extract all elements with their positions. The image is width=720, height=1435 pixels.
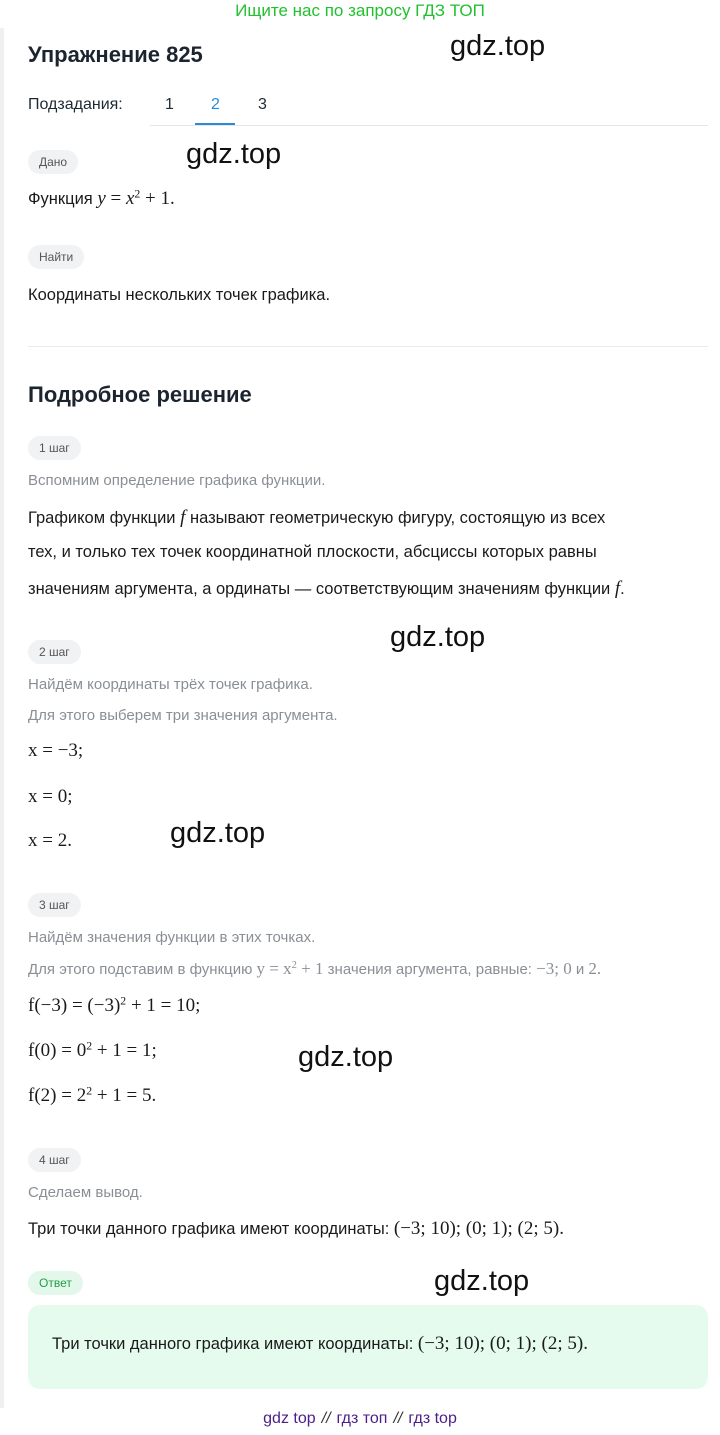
given-math-exp: 2 <box>134 187 141 201</box>
footer <box>0 1410 720 1428</box>
step3-pill: 3 шаг <box>28 893 81 917</box>
step3-hint2-vals: −3; 0 <box>536 959 572 978</box>
solution-title: Подробное решение <box>28 382 252 407</box>
step3-hint1: Найдём значения функции в этих точках. <box>28 929 316 946</box>
step3-hint2-b: значения аргумента, равные: <box>323 961 537 978</box>
exercise-title: Упражнение 825 <box>28 42 203 67</box>
step4-pill: 4 шаг <box>28 1148 81 1172</box>
given-math-y: y <box>97 188 106 209</box>
step3-hint2-a: Для этого подставим в функцию <box>28 961 257 978</box>
step2-eq3: x = 2. <box>28 830 72 851</box>
given-text <box>28 188 175 210</box>
given-math-rest: + 1. <box>140 188 175 209</box>
step2-eq2: x = 0; <box>28 786 73 807</box>
step3-hint2-and: и <box>571 961 589 978</box>
find-text: Координаты нескольких точек графика. <box>28 286 331 304</box>
left-border <box>0 28 4 1408</box>
step1-line1-a: Графиком функции <box>28 509 181 527</box>
given-prefix: Функция <box>28 190 98 208</box>
footer-separator: // <box>393 1410 403 1427</box>
step4-hint: Сделаем вывод. <box>28 1184 143 1201</box>
step3-hint2-math: y = x <box>256 959 292 978</box>
step1-line3-end: . <box>620 580 625 598</box>
tab-subtask-3[interactable]: 3 <box>258 96 267 113</box>
step3-eq2-b: + 1 = 1; <box>92 1040 157 1061</box>
step2-hint1: Найдём координаты трёх точек графика. <box>28 676 313 693</box>
subtasks-label: Подзадания: <box>28 96 123 113</box>
step3-eq1-exp: 2 <box>120 994 127 1008</box>
step3-eq1 <box>28 995 200 1017</box>
watermark: gdz.top <box>390 621 486 653</box>
step3-eq3 <box>28 1085 156 1107</box>
active-tab-indicator <box>195 123 235 125</box>
step1-pill: 1 шаг <box>28 436 81 460</box>
given-math-x: x <box>125 188 135 209</box>
step3-eq2-exp: 2 <box>86 1039 93 1053</box>
step1-line1-b: называют геометрическую фигуру, состоящую из всех <box>185 509 606 527</box>
tab-subtask-1[interactable]: 1 <box>165 96 174 113</box>
step3-eq2 <box>28 1040 157 1062</box>
section-divider <box>28 346 708 347</box>
step4-text <box>28 1218 564 1240</box>
step3-hint2 <box>28 959 601 979</box>
given-math-eq: = <box>105 188 126 209</box>
step3-eq3-b: + 1 = 5. <box>92 1085 157 1106</box>
given-pill: Дано <box>28 150 78 174</box>
footer-separator: // <box>321 1410 331 1427</box>
step1-line3 <box>28 578 625 600</box>
step1-line1 <box>28 507 605 529</box>
answer-text <box>52 1333 588 1355</box>
step1-line3-f: f <box>614 578 621 599</box>
step3-hint2-last: 2. <box>588 959 602 978</box>
step1-line3-a: значениям аргумента, а ординаты — соответствующим значениям функции <box>28 580 615 598</box>
step3-eq3-exp: 2 <box>86 1084 93 1098</box>
top-banner[interactable]: Ищите нас по запросу ГДЗ ТОП <box>235 1 485 20</box>
step4-text-label: Три точки данного графика имеют координаты: <box>28 1220 394 1238</box>
step2-eq1: x = −3; <box>28 740 84 761</box>
step3-eq3-a: f(2) = 2 <box>28 1085 87 1106</box>
answer-text-label: Три точки данного графика имеют координаты: <box>52 1335 418 1353</box>
watermark: gdz.top <box>170 817 266 849</box>
tab-subtask-2[interactable]: 2 <box>211 96 220 113</box>
find-pill: Найти <box>28 245 84 269</box>
watermark: gdz.top <box>434 1265 530 1297</box>
step3-eq1-b: + 1 = 10; <box>126 995 201 1016</box>
step3-hint2-math-rest: + 1 <box>296 959 324 978</box>
tabs-divider <box>150 125 708 126</box>
step1-hint: Вспомним определение графика функции. <box>28 472 326 489</box>
watermark: gdz.top <box>450 30 546 62</box>
watermark: gdz.top <box>186 138 282 170</box>
step4-coordinates: (−3; 10); (0; 1); (2; 5). <box>393 1218 564 1239</box>
footer-link-gdz-top-ru[interactable]: гдз топ <box>336 1410 388 1427</box>
step1-line2: тех, и только тех точек координатной плоскости, абсциссы которых равны <box>28 543 597 561</box>
step3-hint2-exp: 2 <box>291 960 297 972</box>
footer-link-gdz-top[interactable]: gdz top <box>263 1410 316 1427</box>
step2-hint2: Для этого выберем три значения аргумента. <box>28 707 338 724</box>
step2-pill: 2 шаг <box>28 640 81 664</box>
watermark: gdz.top <box>298 1041 394 1073</box>
answer-pill: Ответ <box>28 1271 83 1295</box>
footer-link-gdz-top-mixed[interactable]: гдз top <box>408 1410 457 1427</box>
answer-coordinates: (−3; 10); (0; 1); (2; 5). <box>417 1333 588 1354</box>
step3-eq2-a: f(0) = 0 <box>28 1040 87 1061</box>
step1-line1-f: f <box>180 507 186 528</box>
step3-eq1-a: f(−3) = (−3) <box>28 995 121 1016</box>
